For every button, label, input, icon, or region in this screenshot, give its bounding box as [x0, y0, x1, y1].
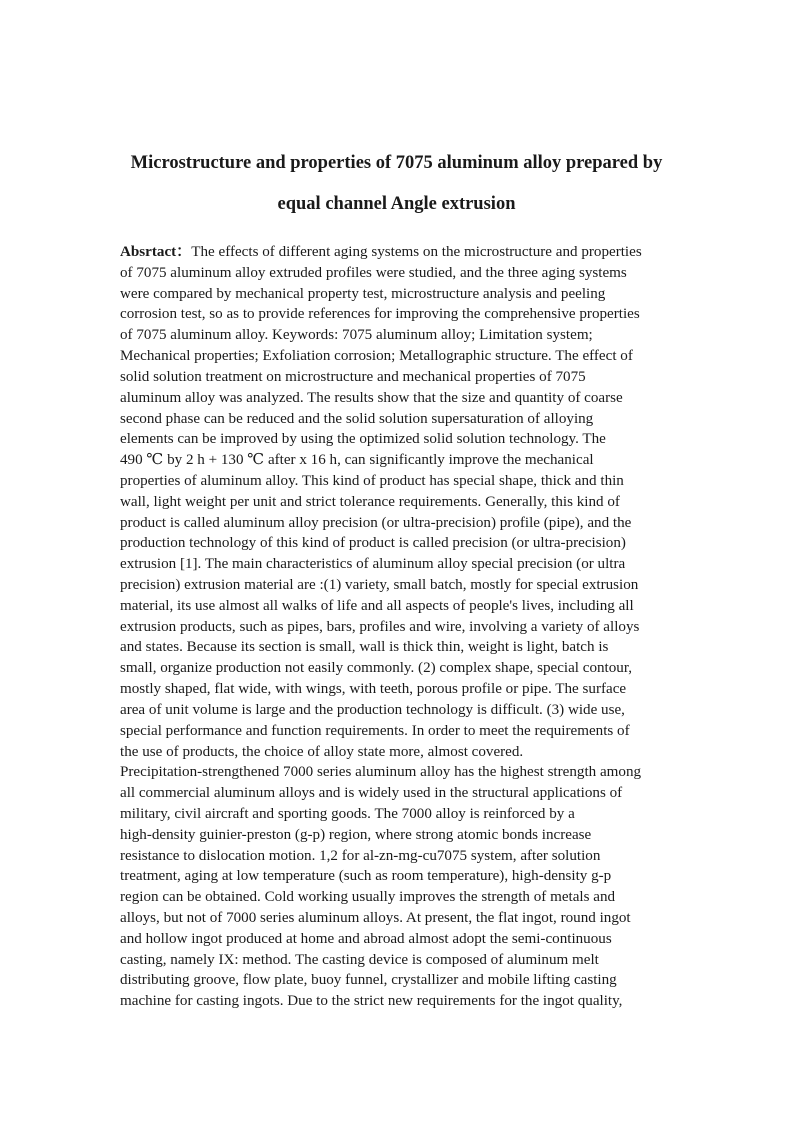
abstract-lines	[120, 263, 675, 1012]
abstract-first-line-text: The effects of different aging systems on the microstructure and properties	[191, 244, 642, 260]
abstract-line: all commercial aluminum alloys and is widely used in the structural applications of	[120, 785, 623, 802]
abstract-line: product is called aluminum alloy precision (or ultra-precision) profile (pipe), and the	[120, 514, 632, 531]
abstract-line: Mechanical properties; Exfoliation corrosion; Metallographic structure. The effect of	[120, 348, 633, 365]
abstract-line: and states. Because its section is small, wall is thick thin, weight is light, batch is	[120, 639, 609, 656]
abstract-line: and hollow ingot produced at home and abroad almost adopt the semi-continuous	[120, 930, 612, 947]
abstract-line: region can be obtained. Cold working usually improves the strength of metals and	[120, 889, 616, 906]
abstract-line: corrosion test, so as to provide references for improving the comprehensive properties	[120, 306, 640, 323]
abstract-line: 490 ℃ by 2 h + 130 ℃ after x 16 h, can significantly improve the mechanical	[120, 452, 594, 469]
abstract-body	[120, 242, 675, 1012]
abstract-line: were compared by mechanical property test, microstructure analysis and peeling	[120, 285, 606, 302]
abstract-line: of 7075 aluminum alloy. Keywords: 7075 aluminum alloy; Limitation system;	[120, 327, 593, 344]
abstract-line: alloys, but not of 7000 series aluminum alloys. At present, the flat ingot, round ingot	[120, 910, 631, 926]
abstract-line: material, its use almost all walks of life and all aspects of people's lives, including all	[120, 597, 634, 614]
abstract-line: the use of products, the choice of alloy state more, almost covered.	[120, 743, 524, 760]
abstract-line: treatment, aging at low temperature (such as room temperature), high-density g-p	[120, 868, 612, 885]
abstract-line: special performance and function requirements. In order to meet the requirements of	[120, 722, 630, 739]
abstract-line: resistance to dislocation motion. 1,2 for al-zn-mg-cu7075 system, after solution	[120, 847, 601, 864]
abstract-line: elements can be improved by using the optimized solid solution technology. The	[120, 431, 606, 448]
abstract-line: properties of aluminum alloy. This kind of product has special shape, thick and thin	[120, 472, 624, 489]
abstract-line: extrusion [1]. The main characteristics of aluminum alloy special precision (or ultra	[120, 556, 626, 573]
abstract-line: distributing groove, flow plate, buoy funnel, crystallizer and mobile lifting casting	[120, 972, 617, 989]
abstract-line: area of unit volume is large and the production technology is difficult. (3) wide use,	[120, 701, 625, 718]
abstract-line: high-density guinier-preston (g-p) region, where strong atomic bonds increase	[120, 826, 592, 843]
paper-title-line-1: Microstructure and properties of 7075 aluminum alloy prepared by	[130, 153, 663, 173]
abstract-line: of 7075 aluminum alloy extruded profiles were studied, and the three aging systems	[120, 264, 627, 281]
abstract-line: second phase can be reduced and the solid solution supersaturation of alloying	[120, 410, 594, 427]
abstract-line: extrusion products, such as pipes, bars, profiles and wire, involving a variety of alloys	[120, 618, 640, 635]
abstract-line: precision) extrusion material are :(1) variety, small batch, mostly for special extrusion	[120, 577, 639, 593]
abstract-line: casting, namely IX: method. The casting device is composed of aluminum melt	[120, 951, 599, 968]
abstract-line: machine for casting ingots. Due to the strict new requirements for the ingot quality,	[120, 993, 623, 1010]
abstract-line: military, civil aircraft and sporting goods. The 7000 alloy is reinforced by a	[120, 805, 575, 822]
abstract-line: small, organize production not easily commonly. (2) complex shape, special contour,	[120, 660, 633, 677]
abstract-first-line	[120, 242, 675, 263]
paper-title-line-2: equal channel Angle extrusion	[277, 194, 516, 214]
abstract-line: solid solution treatment on microstructure and mechanical properties of 7075	[120, 368, 586, 385]
abstract-label: Absrtact：	[120, 244, 192, 260]
abstract-line: mostly shaped, flat wide, with wings, with teeth, porous profile or pipe. The surface	[120, 681, 627, 698]
abstract-line: production technology of this kind of product is called precision (or ultra-precision)	[120, 535, 626, 552]
abstract-line: wall, light weight per unit and strict tolerance requirements. Generally, this kind of	[120, 493, 620, 510]
abstract-line: aluminum alloy was analyzed. The results show that the size and quantity of coarse	[120, 389, 623, 406]
abstract-line: Precipitation-strengthened 7000 series aluminum alloy has the highest strength among	[120, 764, 642, 781]
